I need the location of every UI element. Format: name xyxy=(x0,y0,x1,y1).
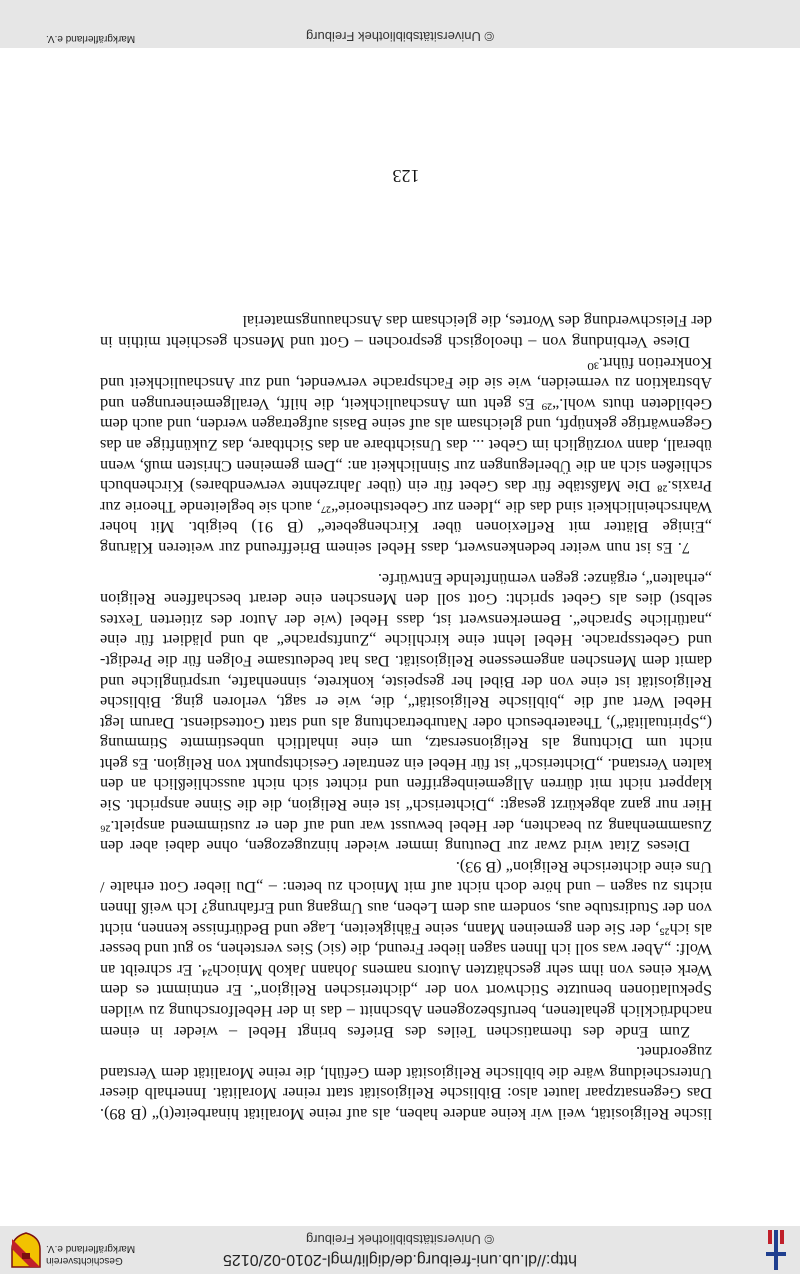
copyright-holder: © Universitätsbibliothek Freiburg xyxy=(305,1232,495,1247)
society-line-2: Markgräflerland e.V. xyxy=(46,1243,136,1254)
footer-society-name: Markgräflerland e.V. xyxy=(46,33,136,44)
paragraph-4: 7. Es ist nun weiter bedenkenswert, dass Hebel seinem Brieffreund zur weiteren Klärung „Einige Blätter mit Reflexionen über Kirchengebete“ (B 91) beigibt. Mit hoher Wahrscheinlichkeit sind das die „Ideen zur Gebetstheorie“²⁷, auch sie begleitende Theorie zur Praxis.²⁸ Die Maßstäbe für das Gebet für ein (über Jahrzehnte verwendbares) Kirchenbuch schließen sich an die Überlegungen zur Sinnlichkeit an: „Dem gemeinen Christen muß, wenn überall, dann vorzüglich im Gebet ... das Unsichtbare an das Sichtbare, das Zukünftige an das Gegenwärtige geknüpft, und gleichsam als auf seine Basis aufgetragen werden, und auch dem Gebildeten thuts wohl.“²⁹ Es geht um Anschaulichkeit, die hilft, Verallgemeinerungen und Abstraktion zu vermeiden, wie sie die Fachsprache verwendet, und zur Anschaulichkeit und Konkretion führt.³⁰ xyxy=(100,353,712,557)
document-url[interactable]: http://dl.ub.uni-freiburg.de/diglit/mgl-2010-02/0125 xyxy=(223,1251,577,1268)
paragraph-5: Diese Verbindung von – theologisch gesprochen – Gott und Mensch geschieht mithin in der Fleischwerdung des Wortes, die gleichsam das Anschauungsmaterial xyxy=(100,312,712,352)
footer-copyright-holder: © Universitätsbibliothek Freiburg xyxy=(305,29,495,44)
page-text xyxy=(100,311,712,1124)
society-name xyxy=(46,1242,135,1266)
coat-of-arms-icon xyxy=(10,1231,42,1269)
paragraph-2: Zum Ende des thematischen Teiles des Briefes bringt Hebel – wieder in einem nachdrücklich gehaltenen, berufsbezogenen Abschnitt – das in der Hebelforschung zu wilden Spekulationen benutzte Stichwort von der „dichterischen Religion“. Er entnimmt es dem Werk eines von ihm sehr geschätzten Autors namens Johann Jakob Mnioch²⁴. Er schreibt an Wolf: „Aber was soll ich Ihnen sagen lieber Freund, die (sic) Sies verstehen, so gut und besser als ich²⁵, der Sie den gemeinen Mann, seine Fähigkeiten, Lage und Bedürfnisse kennen, nicht von der Studirstube aus, sondern aus dem Leben, aus Umgang und Erfahrung? Ich weiß Ihnen nichts zu sagen – und höre doch nicht auf mit Mnioch zu beten: – „Du lieber Gott erhalte / Uns eine dichterische Religion“ (B 93). xyxy=(100,857,712,1041)
society-line-1: Geschichtsverein xyxy=(46,1255,123,1266)
paragraph-3: Dieses Zitat wird zwar zur Deutung immer wieder hinzugezogen, ohne dabei aber den Zusammenhang zu beachten, der Hebel bewusst war und auf den er zustimmend anspielt.²⁶ Hier nur ganz abgekürzt gesagt: „Dichterisch“ ist eine Religion, die die Sinne anspricht. Sie klappert nicht mit dürren Allgemeinbegriffen und richtet sich nicht ausschließlich an den kalten Verstand. „Dichterisch“ ist für Hebel ein zentraler Gesichtspunkt von Religion. Es geht nicht um Dichtung als Religionsersatz, um eine inhaltlich unbestimmte Stimmung („Spiritualität“), Theaterbesuch oder Naturbetrachtung als und statt Gottesdienst. Darum legt Hebel Wert auf die „biblische Religiosität“, die, wie er sagt, verloren ging. Biblische Religiosität ist eine von der Bibel her gespeiste, konkrete, sinnenhafte, ursprüngliche und damit dem Menschen angemessene Religiosität. Das hat bedeutsame Folgen für die Predigt- und Gebetssprache. Hebel lehnt eine kirchliche „Zunftsprache“ ab und plädiert für eine „natürliche Sprache“. Bemerkenswert ist, dass Hebel (wie der Autor des zitierten Textes selbst) dies als Gebet spricht: Gott soll den Menschen eine derart beschaffene Religion „erhalten“, ergänze: gegen vernünftelnde Entwürfe. xyxy=(100,569,712,856)
viewer-header xyxy=(0,1226,800,1274)
viewer-footer xyxy=(0,0,800,48)
page-number: 123 xyxy=(392,166,420,186)
paragraph-1: lische Religiosität, weil wir keine andere haben, als auf reine Moralität hinarbeite(t)“ (B 89). Das Gegensatzpaar lautet also: Biblische Religiosität statt reiner Moralität. Innerhalb dieser Unterscheidung wäre die biblische Religiosität dem Gefühl, die reine Moralität dem Verstand zugeordnet. xyxy=(100,1043,712,1123)
